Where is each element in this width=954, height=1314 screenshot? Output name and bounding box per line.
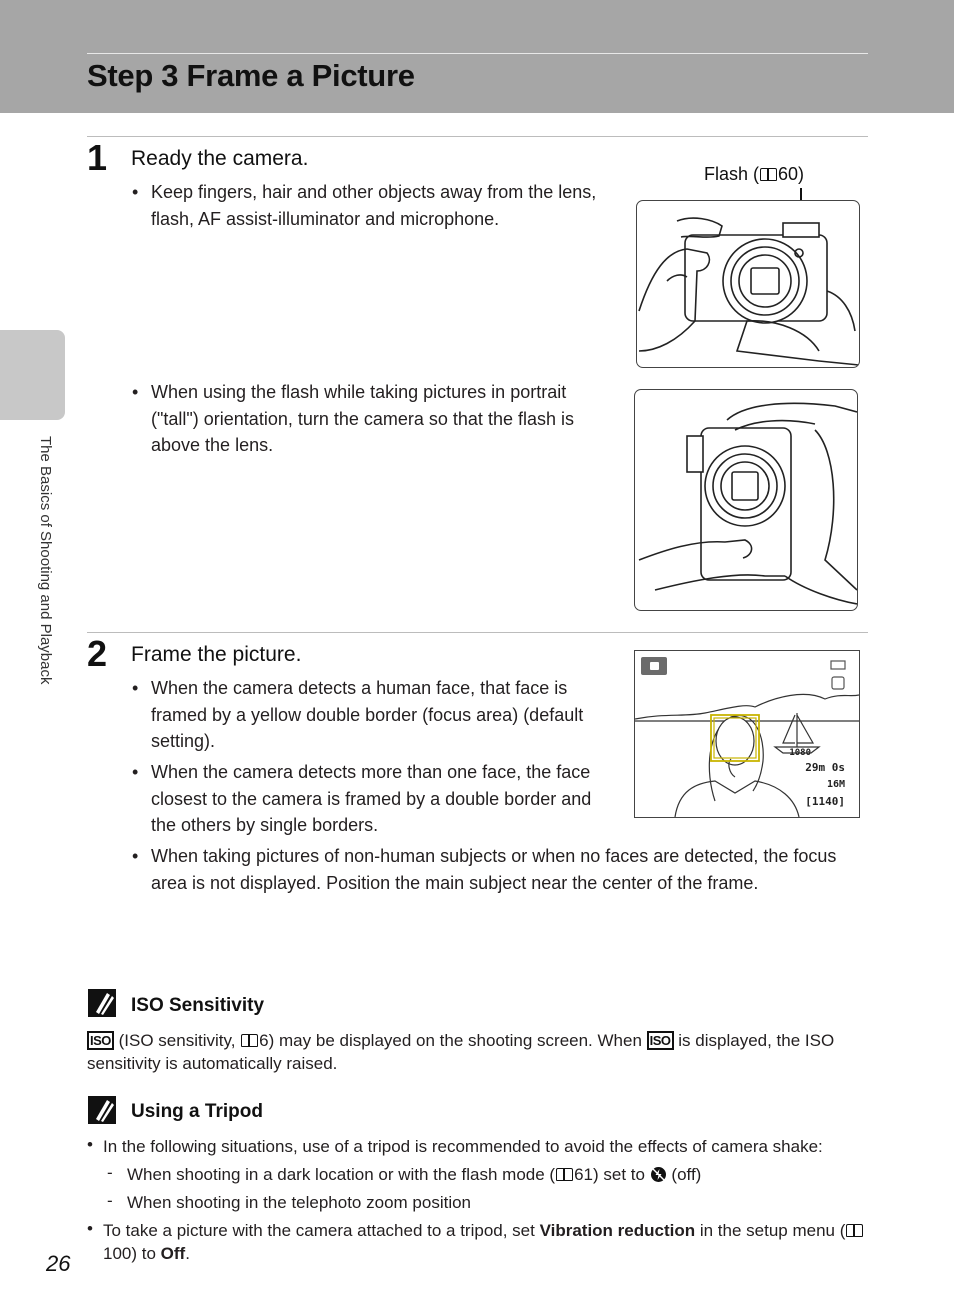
bullet-dot: • bbox=[132, 382, 139, 402]
bullet-dot: • bbox=[87, 1135, 93, 1154]
step-1-heading: Ready the camera. bbox=[131, 147, 309, 170]
camera-hold-portrait-illustration bbox=[634, 389, 858, 611]
section-side-label: The Basics of Shooting and Playback bbox=[37, 436, 54, 685]
sub-bullet-dash: - bbox=[107, 1163, 113, 1182]
bullet-dot: • bbox=[132, 762, 139, 782]
book-ref-icon bbox=[241, 1034, 258, 1047]
iso-icon: ISO bbox=[87, 1031, 114, 1050]
step-2-bullet: • When the camera detects a human face, that face is framed by a yellow double border (focus area) (default setting). bbox=[151, 675, 609, 755]
page-number: 26 bbox=[46, 1251, 71, 1276]
step-1-number: 1 bbox=[87, 137, 108, 178]
bullet-dot: • bbox=[132, 678, 139, 698]
step-1-bullet: • When using the flash while taking pictures in portrait ("tall") orientation, turn the camera so that the flash is above the lens. bbox=[151, 379, 606, 459]
movie-mode-indicator: 1080 bbox=[789, 748, 811, 758]
note-tripod-heading: Using a Tripod bbox=[131, 1101, 263, 1122]
movie-time-indicator: 29m 0s bbox=[805, 761, 845, 774]
step-2-heading: Frame the picture. bbox=[131, 643, 302, 666]
header-band bbox=[0, 0, 954, 113]
step-2-bullet: • When taking pictures of non-human subjects or when no faces are detected, the focus area is not displayed. Position the main subject near the center of the frame. bbox=[151, 843, 871, 896]
book-ref-icon bbox=[760, 168, 777, 181]
book-ref-icon bbox=[556, 1168, 573, 1181]
note-icon bbox=[87, 988, 117, 1018]
vr-icon bbox=[832, 677, 844, 689]
tripod-sub-bullet: When shooting in a dark location or with the flash mode ( 61) set to (off) bbox=[127, 1165, 702, 1184]
bullet-dot: • bbox=[132, 846, 139, 866]
note-iso-text: ISO (ISO sensitivity, 6) may be displayed on the shooting screen. When ISO is displayed, the ISO sensitivity is automatically raised. bbox=[87, 1031, 835, 1073]
section-tab bbox=[0, 330, 65, 420]
bullet-dot: • bbox=[132, 182, 139, 202]
note-icon bbox=[87, 1095, 117, 1125]
page-title: Step 3 Frame a Picture bbox=[87, 58, 415, 93]
bullet-dot: • bbox=[87, 1219, 93, 1238]
step-2-bullet: • When the camera detects more than one face, the face closest to the camera is framed by a double border and the others by single borders. bbox=[151, 759, 609, 839]
image-size-indicator: 16M bbox=[826, 779, 845, 790]
book-ref-icon bbox=[846, 1224, 863, 1237]
sub-bullet-dash: - bbox=[107, 1191, 113, 1210]
tripod-bullet: In the following situations, use of a tripod is recommended to avoid the effects of camera shake: bbox=[103, 1137, 823, 1156]
step-1-bullet: • Keep fingers, hair and other objects away from the lens, flash, AF assist-illuminator and microphone. bbox=[151, 179, 611, 232]
shooting-screen-illustration bbox=[634, 650, 860, 818]
camera-hold-landscape-illustration bbox=[636, 200, 860, 368]
flash-off-icon bbox=[650, 1166, 667, 1183]
step-2-rule bbox=[87, 632, 868, 633]
tripod-sub-bullet: When shooting in the telephoto zoom position bbox=[127, 1193, 472, 1212]
iso-icon: ISO bbox=[647, 1031, 674, 1050]
flash-callout-label: Flash ( 60) bbox=[704, 164, 805, 184]
header-rule bbox=[87, 53, 868, 54]
step-1-rule bbox=[87, 136, 868, 137]
exposures-remaining-indicator: [1140] bbox=[805, 795, 845, 808]
tripod-bullet: To take a picture with the camera attached to a tripod, set Vibration reduction in the setup menu (100) to Off. bbox=[103, 1219, 873, 1265]
note-iso-heading: ISO Sensitivity bbox=[131, 995, 265, 1016]
step-2-number: 2 bbox=[87, 633, 108, 674]
battery-icon bbox=[831, 661, 845, 669]
